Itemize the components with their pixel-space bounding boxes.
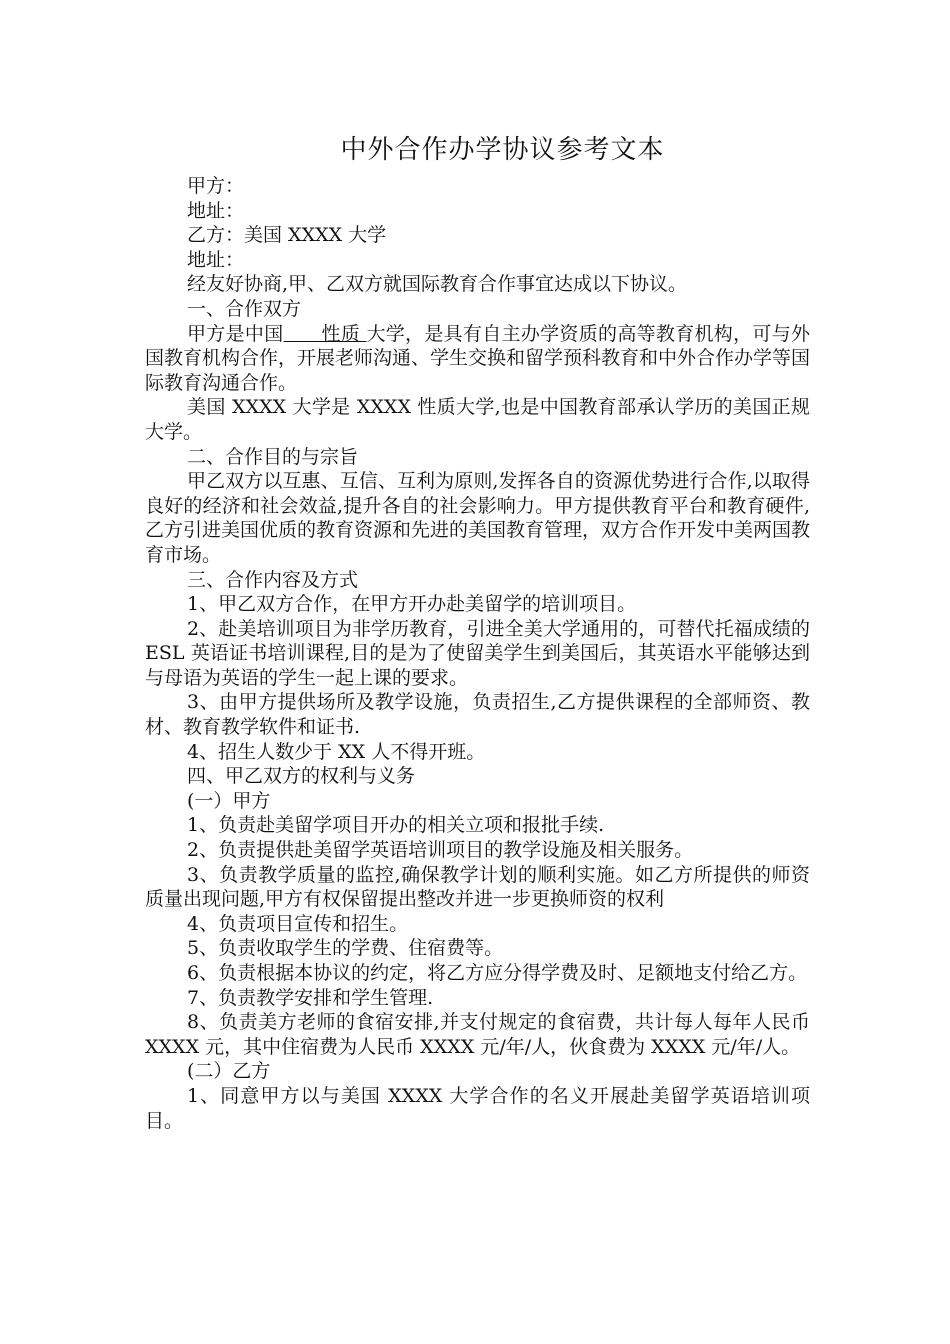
paragraph-party-a-description xyxy=(145,322,810,396)
paragraph-party-b-description: 美国 XXXX 大学是 XXXX 性质大学,也是中国教育部承认学历的美国正规大学。 xyxy=(145,396,810,443)
section-heading-2: 二、合作目的与宗旨 xyxy=(187,445,359,468)
party-a-duty-6: 6、负责根据本协议的约定，将乙方应分得学费及时、足额地支付给乙方。 xyxy=(187,962,808,984)
section-heading-3: 三、合作内容及方式 xyxy=(187,568,359,591)
content-item-2: 2、赴美培训项目为非学历教育，引进全美大学通用的，可替代托福成绩的 ESL 英语证书培训课程,目的是为了使留美学生到美国后，其英语水平能够达到与母语为英语的学生一起上课的要求。 xyxy=(145,617,810,689)
subsection-heading-party-a: (一）甲方 xyxy=(187,789,271,812)
subsection-heading-party-b: (二）乙方 xyxy=(187,1060,271,1083)
section-heading-1: 一、合作双方 xyxy=(187,297,302,320)
paragraph-party-b: 乙方：美国 XXXX 大学 xyxy=(187,224,387,247)
party-a-duty-5: 5、负责收取学生的学费、住宿费等。 xyxy=(187,937,504,960)
content-item-4: 4、招生人数少于 XX 人不得开班。 xyxy=(187,740,486,763)
section-heading-4: 四、甲乙双方的权利与义务 xyxy=(187,765,416,788)
party-a-nature-blank: 性质 xyxy=(283,322,367,345)
party-a-duty-8: 8、负责美方老师的食宿安排,并支付规定的食宿费，共计每人每年人民币 XXXX 元，其中住宿费为人民币 XXXX 元/年/人，伙食费为 XXXX 元/年/人。 xyxy=(145,1011,810,1058)
paragraph-intro: 经友好协商,甲、乙双方就国际教育合作事宜达成以下协议。 xyxy=(187,273,688,296)
party-a-duty-7: 7、负责教学安排和学生管理. xyxy=(187,986,434,1009)
party-b-duty-1: 1、同意甲方以与美国 XXXX 大学合作的名义开展赴美留学英语培训项目。 xyxy=(145,1084,810,1132)
party-a-duty-2: 2、负责提供赴美留学英语培训项目的教学设施及相关服务。 xyxy=(187,839,694,862)
party-a-duty-4: 4、负责项目宣传和招生。 xyxy=(187,912,409,935)
document-page xyxy=(145,132,810,1133)
paragraph-purpose: 甲乙双方以互惠、互信、互利为原则,发挥各自的资源优势进行合作,以取得良好的经济和社会效益,提升各自的社会影响力。甲方提供教育平台和教育硬件,乙方引进美国优质的教育资源和先进的美国教育管理，双方合作开发中美两国教育市场。 xyxy=(145,470,811,566)
paragraph-party-a: 甲方： xyxy=(187,175,245,197)
party-a-description-start: 甲方是中国 xyxy=(187,322,284,345)
content-item-3: 3、由甲方提供场所及教学设施，负责招生,乙方提供课程的全部师资、教材、教育教学软件和证书. xyxy=(145,691,810,739)
party-a-duty-1: 1、负责赴美留学项目开办的相关立项和报批手续. xyxy=(187,814,605,837)
paragraph-address-b: 地址： xyxy=(187,248,245,271)
paragraph-address-a: 地址： xyxy=(187,199,245,222)
content-item-1: 1、甲乙双方合作，在甲方开办赴美留学的培训项目。 xyxy=(187,593,637,616)
document-title: 中外合作办学协议参考文本 xyxy=(340,135,665,165)
party-a-description-end: 大学，是具有自主办学资质的高等教育机构，可与外国教育机构合作，开展老师沟通、学生交换和留学预科教育和中外合作办学等国际教育沟通合作。 xyxy=(145,322,811,394)
document-body xyxy=(145,174,810,1133)
party-a-duty-3: 3、负责教学质量的监控,确保教学计划的顺利实施。如乙方所提供的师资质量出现问题,甲方有权保留提出整改并进一步更换师资的权利 xyxy=(145,863,810,911)
